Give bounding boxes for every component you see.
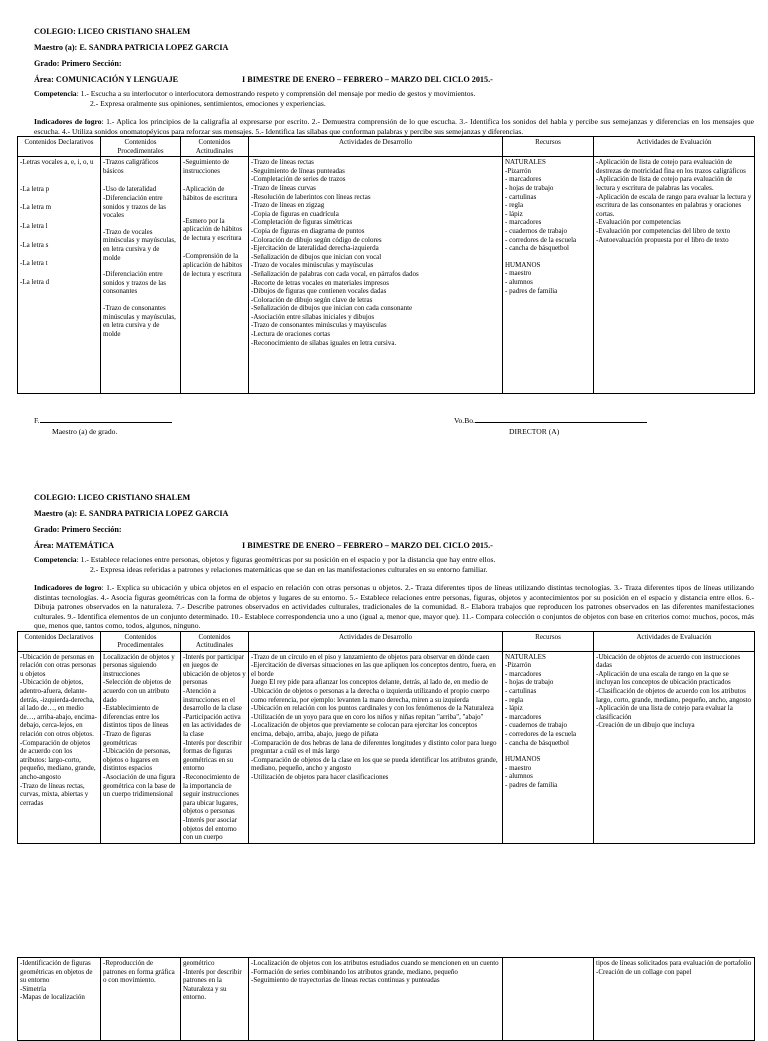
- list-item: -Ejercitación de diversas situaciones en las que apliquen los conceptos dentro, fuera, en el borde: [251, 661, 496, 678]
- list-item: -Interés por participar en juegos de ubicación de objetos y personas: [183, 652, 246, 687]
- list-item: -Aplicación de escala de rango para evaluar la lectura y escritura de las consonantes en palabras y oraciones cortas.: [596, 192, 752, 218]
- list-item: - hojas de trabajo: [505, 678, 554, 687]
- list-item: -Ubicación de objetos de acuerdo con instrucciones dadas: [596, 652, 741, 670]
- planning-table-continuation: [17, 957, 755, 1041]
- grado-value: : Primero Sección:: [56, 59, 122, 68]
- list-item: -Reconocimiento de sílabas iguales en letra cursiva.: [251, 338, 397, 347]
- cell-declarativos: [18, 651, 101, 843]
- competencia-line-2: 2.- Expresa ideas referidas a patrones y relaciones matemáticas que se dan en las manifestaciones culturales en su entorno familiar.: [90, 564, 488, 574]
- header-actividades: Actividades de Desarrollo: [249, 631, 503, 651]
- list-item: - cancha de básquetbol: [505, 244, 569, 253]
- table-row: [18, 651, 755, 843]
- list-item: -Completación de figuras simétricas: [251, 218, 353, 227]
- indicadores-label: Indicadores de logro: [34, 583, 102, 592]
- list-item: -Pizarrón: [505, 661, 532, 670]
- list-item: NATURALES: [505, 158, 546, 167]
- cell-procedimentales: [101, 157, 181, 394]
- list-item: -La letra p: [20, 184, 50, 193]
- cell-procedimentales: [101, 958, 181, 1041]
- competencia-section: [34, 89, 754, 108]
- header-actividades: Actividades de Desarrollo: [249, 137, 503, 157]
- maestro-line: [34, 508, 754, 520]
- list-item: - regla: [505, 695, 524, 704]
- cell-recursos: [503, 958, 594, 1041]
- list-item: -Seguimiento de líneas punteadas: [251, 166, 345, 175]
- indicadores-label: Indicadores de logro: [34, 117, 102, 126]
- list-item: - padres de familia: [505, 286, 558, 295]
- firma-maestro-label: Maestro (a) de grado.: [52, 427, 118, 436]
- list-item: - corredores de la escuela: [505, 730, 577, 739]
- cell-actitudinales: [181, 651, 249, 843]
- list-item: - corredores de la escuela: [505, 235, 577, 244]
- list-item: - marcadores: [505, 218, 542, 227]
- list-item: -Evaluación por competencias: [596, 218, 681, 227]
- list-item: -Señalización de dibujos que inician con vocal: [251, 252, 382, 261]
- list-item: HUMANOS: [505, 260, 541, 269]
- list-item: -Aplicación de lista de cotejo para evaluación de destrezas de motricidad fina en los trazos caligráficos: [596, 158, 746, 175]
- header-evaluacion: Actividades de Evaluación: [594, 137, 755, 157]
- competencia-section: [34, 555, 754, 574]
- colegio-label: COLEGIO: [34, 27, 74, 36]
- list-item: -Reconocimiento de la importancia de seguir instrucciones para ubicar lugares, objetos o personas: [183, 773, 240, 816]
- list-item: -Copia de figuras en diagrama de puntos: [251, 226, 365, 235]
- list-item: tipos de líneas solicitados para evaluación de portafolio: [596, 959, 752, 967]
- area-label: Área: [34, 541, 52, 550]
- list-item: -Trazo de líneas en zigzag: [251, 201, 325, 210]
- list-item: -Atención a instrucciones en el desarrollo de la clase: [183, 687, 242, 713]
- list-item: -Ubicación en relación con los puntos cardinales y con los fenómenos de la Naturaleza: [251, 704, 494, 713]
- list-item: -Trazo de figuras geométricas: [103, 730, 151, 747]
- firma-maestro-line: [40, 422, 172, 423]
- list-item: -Evaluación por competencias del libro de texto: [596, 226, 731, 235]
- list-item: -Trazos caligráficos básicos: [103, 158, 159, 175]
- plan-block-continuation: [17, 957, 755, 1041]
- indicadores-text: : 1.- Explica su ubicación y ubica objetos en el espacio en relación con otras personas u objetos. 2.- Traza diferentes tipos de líneas utilizando distintas tecnologías. 3.- Traza diferentes tipos de líneas utilizando distintas tecnologías. 4.- Asocia figuras geométricas con la forma de objetos y lugares de su entorno. 5.- Establece relaciones entre personas, figuras, objetos y acontecimientos por su posición en el espacio y distancia entre ellos. 6.- Dibuja patrones observados en la naturaleza. 7.- Describe patrones observados en actividades culturales, tradicionales de la comunidad. 8.- Elabora trabajos que reproducen los patrones observados en las diferentes manifestaciones culturales. 9.- Identifica elementos de un conjunto determinado. 10.- Establece correspondencia uno a uno (igual a, menor que, mayor que). 11.- Compara colección o conjuntos de objetos con base en criterios como: muchos, pocos, más que, menos que, tantos como, todos, algunos, ninguno.: [34, 583, 754, 630]
- list-item: - maestro: [505, 763, 532, 772]
- list-item: -Trazo de vocales minúsculas y mayúsculas: [251, 261, 374, 270]
- header-declarativos: Contenidos Declarativos: [18, 137, 101, 157]
- list-item: -Esmero por la aplicación de hábitos de lectura y escritura: [183, 216, 243, 242]
- list-item: - marcadores: [505, 712, 542, 721]
- list-item: -Ubicación de objetos, adentro-afuera, delante-detrás, -izquierda-derecha, al lado de…, en medio de…, arriba-abajo, encima-debajo, cerca-lejos, en relación con otros objetos.: [20, 678, 97, 739]
- cell-declarativos: [18, 958, 101, 1041]
- list-item: -Establecimiento de diferencias entre los distintos tipos de líneas: [103, 704, 169, 730]
- list-item: -Trazo de líneas rectas: [251, 158, 314, 167]
- firma-director-label: DIRECTOR (A): [509, 427, 560, 436]
- cell-actitudinales: [181, 958, 249, 1041]
- list-item: Juego El rey pide para afianzar los conceptos delante, detrás, al lado de, en medio de: [251, 678, 489, 687]
- list-item: -Localización de objetos con los atributos estudiados cuando se mencionen en un cuento: [251, 959, 499, 967]
- list-item: - padres de familia: [505, 781, 558, 789]
- list-item: -Trazo de consonantes minúsculas y mayúsculas, en letra cursiva y de molde: [103, 303, 176, 338]
- cell-declarativos: [18, 157, 101, 394]
- bimestre-label: I BIMESTRE DE ENERO – FEBRERO – MARZO DEL CICLO 2015.-: [242, 541, 493, 550]
- maestro-value: : E. SANDRA PATRICIA LOPEZ GARCIA: [74, 43, 229, 52]
- list-item: -Aplicación de una lista de cotejo para evaluar la clasificación: [596, 704, 733, 721]
- list-item: - lápiz: [505, 209, 523, 218]
- list-item: -Identificación de figuras geométricas en objetos de su entorno: [20, 959, 93, 985]
- list-item: -Coloración de dibujo según código de colores: [251, 235, 382, 244]
- header-actitudinales: Contenidos Actitudinales: [181, 137, 249, 157]
- list-item: -Comparación de dos hebras de lana de diferentes longitudes y distinto color para luego preguntar a cuál es el más largo: [251, 738, 497, 756]
- area-value: : MATEMÁTICA: [51, 541, 114, 550]
- list-item: -Utilización de un yoyo para que en coro los niños y niñas repitan "arriba", "abajo": [251, 712, 484, 721]
- maestro-line: [34, 42, 754, 54]
- area-value: : COMUNICACIÓN Y LENGUAJE: [51, 75, 179, 84]
- cell-evaluacion: [594, 651, 755, 843]
- colegio-line: [34, 26, 754, 38]
- list-item: - lápiz: [505, 704, 523, 713]
- firma-maestro-prefix: F.: [34, 416, 40, 425]
- list-item: -Seguimiento de trayectorias de líneas rectas continuas y punteadas: [251, 976, 440, 985]
- indicadores-section: [34, 117, 754, 136]
- list-item: -Clasificación de objetos de acuerdo con los atributos largo, corto, grande, mediano, pequeño, ancho, angosto: [596, 687, 751, 704]
- planning-table-comunicacion: [17, 136, 755, 394]
- list-item: -Simetría: [20, 984, 47, 993]
- colegio-value: : LICEO CRISTIANO SHALEM: [73, 493, 191, 502]
- list-item: -Pizarrón: [505, 166, 532, 175]
- list-item: - maestro: [505, 269, 532, 278]
- list-item: -Creación de un dibujo que incluya: [596, 721, 695, 730]
- list-item: -Diferenciación entre sonidos y trazos de las consonantes: [103, 270, 166, 296]
- maestro-value: : E. SANDRA PATRICIA LOPEZ GARCIA: [74, 509, 229, 518]
- list-item: -Comprensión de la aplicación de hábitos de lectura y escritura: [183, 252, 243, 278]
- table-row: [18, 958, 755, 1041]
- firma-director-prefix: Vo.Bo.: [454, 416, 475, 425]
- table-row: [18, 157, 755, 394]
- cell-recursos: [503, 651, 594, 843]
- list-item: -Selección de objetos de acuerdo con un atributo dado: [103, 678, 172, 704]
- list-item: - alumnos: [505, 772, 533, 781]
- list-item: Localización de objetos y personas siguiendo instrucciones: [103, 652, 175, 678]
- list-item: - cancha de básquetbol: [505, 738, 569, 747]
- maestro-label: Maestro (a): [34, 43, 75, 52]
- area-label: Área: [34, 75, 52, 84]
- list-item: -La letra l: [20, 221, 48, 230]
- list-item: -Participación activa en las actividades de la clase: [183, 712, 241, 739]
- colegio-value: : LICEO CRISTIANO SHALEM: [73, 27, 191, 36]
- list-item: - marcadores: [505, 669, 542, 678]
- grado-label: Grado: [34, 525, 57, 534]
- list-item: -Interés por describir formas de figuras geométricas en su entorno: [183, 738, 242, 773]
- list-item: -Ubicación de objetos o personas a la derecha o izquierda utilizando el propio cuerpo como referencia, por ejemplo: levanten la mano derecha, miren a su izquierda: [251, 687, 490, 704]
- list-item: - cuadernos de trabajo: [505, 721, 567, 730]
- competencia-label: Competencia: [34, 89, 77, 98]
- colegio-line: [34, 492, 754, 504]
- list-item: -La letra d: [20, 277, 50, 286]
- list-item: -Diferenciación entre sonidos y trazos de las vocales: [103, 193, 166, 220]
- grado-line: [34, 58, 754, 70]
- list-item: -La letra s: [20, 240, 49, 249]
- list-item: -Trazo de vocales minúsculas y mayúsculas, en letra cursiva y de molde: [103, 227, 176, 262]
- list-item: -Asociación entre sílabas iniciales y dibujos: [251, 312, 375, 321]
- list-item: -La letra m: [20, 203, 52, 212]
- list-item: HUMANOS: [505, 755, 541, 764]
- list-item: -Trazo de un círculo en el piso y lanzamiento de objetos para observar en dónde caen: [251, 652, 490, 661]
- plan-block-comunicacion: [20, 26, 754, 394]
- grado-line: [34, 524, 754, 536]
- list-item: -Ubicación de personas, objetos o lugares en distintos espacios: [103, 747, 171, 773]
- cell-actitudinales: [181, 157, 249, 394]
- list-item: -Formación de series combinando los atributos grande, mediano, pequeño: [251, 967, 458, 976]
- list-item: NATURALES: [505, 652, 546, 661]
- grado-label: Grado: [34, 59, 57, 68]
- bimestre-label: I BIMESTRE DE ENERO – FEBRERO – MARZO DEL CICLO 2015.-: [242, 75, 493, 84]
- list-item: -Reproducción de patrones en forma gráfica o con movimiento.: [103, 959, 175, 985]
- list-item: -Mapas de localización: [20, 993, 85, 1002]
- list-item: -Ubicación de personas en relación con otras personas u objetos: [20, 652, 96, 678]
- list-item: -Señalización de dibujos que inician con cada consonante: [251, 304, 413, 313]
- list-item: -Letras vocales a, e, i, o, u: [20, 158, 94, 167]
- cell-recursos: [503, 157, 594, 394]
- firma-director: [454, 416, 647, 426]
- list-item: -Creación de un collage con papel: [596, 967, 692, 976]
- firma-maestro: [34, 416, 172, 426]
- list-item: -Ejercitación de lateralidad derecha-izquierda: [251, 244, 379, 253]
- list-item: -Interés por describir patrones en la Naturaleza y su entorno.: [183, 967, 242, 1002]
- cell-procedimentales: [101, 651, 181, 843]
- maestro-label: Maestro (a): [34, 509, 75, 518]
- list-item: -Lectura de oraciones cortas: [251, 330, 331, 339]
- list-item: -Copia de figuras en cuadrícula: [251, 209, 339, 218]
- list-item: - cuadernos de trabajo: [505, 226, 567, 235]
- table-header-row: [18, 631, 755, 651]
- list-item: -Autoevaluación propuesta por el libro de texto: [596, 235, 729, 244]
- competencia-label: Competencia: [34, 555, 77, 564]
- list-item: -Asociación de una figura geométrica con la base de un cuerpo tridimensional: [103, 773, 176, 799]
- list-item: - marcadores: [505, 175, 542, 184]
- area-line: [34, 540, 754, 552]
- header-actitudinales: Contenidos Actitudinales: [181, 631, 249, 651]
- list-item: -Trazo de consonantes minúsculas y mayúsculas: [251, 321, 387, 330]
- list-item: -Utilización de objetos para hacer clasificaciones: [251, 773, 389, 781]
- list-item: -Coloración de dibujo según clave de letras: [251, 295, 373, 304]
- cell-evaluacion: [594, 157, 755, 394]
- area-line: [34, 74, 754, 86]
- competencia-line-2: 2.- Expresa oralmente sus opiniones, sentimientos, emociones y experiencias.: [90, 98, 326, 108]
- header-recursos: Recursos: [503, 631, 594, 651]
- list-item: -Localización de objetos que previamente se colocan para ejercitar los conceptos encima, debajo, arriba, abajo, juego de piñata: [251, 721, 478, 739]
- cell-evaluacion: [594, 958, 755, 1041]
- list-item: -Recorte de letras vocales en materiales impresos: [251, 278, 389, 287]
- list-item: -La letra t: [20, 259, 48, 268]
- header-procedimentales: Contenidos Procedimentales: [101, 631, 181, 651]
- indicadores-text: : 1.- Aplica los principios de la caligrafía al expresarse por escrito. 2.- Demuestra comprensión de lo que escucha. 3.- Identifica los sonidos del habla y percibe sus semejanzas y diferencias en los mensajes que escucha. 4.- Utiliza sonidos onomatopéyicos para reforzar sus mensajes. 5.- Identifica las sílabas que conforman palabras y percibe sus semejanzas y diferencias.: [34, 117, 754, 136]
- planning-table-matematica: [17, 631, 755, 844]
- list-item: -Resolución de laberintos con líneas rectas: [251, 192, 371, 201]
- list-item: -Dibujos de figuras que contienen vocales dadas: [251, 287, 387, 296]
- grado-value: : Primero Sección:: [56, 525, 122, 534]
- header-declarativos: Contenidos Declarativos: [18, 631, 101, 651]
- list-item: geométrico: [183, 959, 215, 967]
- list-item: -Trazo de líneas curvas: [251, 183, 316, 192]
- header-procedimentales: Contenidos Procedimentales: [101, 137, 181, 157]
- colegio-label: COLEGIO: [34, 493, 74, 502]
- list-item: -Comparación de objetos de la clase en los que se pueda identificar los atributos grande, mediano, pequeño, ancho y angosto: [251, 755, 498, 773]
- list-item: -Aplicación de lista de cotejo para evaluación de lectura y escritura de palabras las vocales.: [596, 175, 733, 192]
- list-item: -Señalización de palabras con cada vocal, en párrafos dados: [251, 269, 419, 278]
- cell-actividades: [249, 651, 503, 843]
- list-item: - cartulinas: [505, 192, 537, 201]
- header-recursos: Recursos: [503, 137, 594, 157]
- list-item: -Interés por asociar objetos del entorno con un cuerpo: [183, 815, 238, 842]
- indicadores-section: [34, 583, 754, 631]
- list-item: - cartulinas: [505, 687, 537, 696]
- list-item: -Trazo de líneas rectas, curvas, mixta, abiertas y cerradas: [20, 781, 89, 807]
- cell-actividades: [249, 958, 503, 1041]
- competencia-line-1: : 1.- Establece relaciones entre personas, objetos y figuras geométricas por su posición en el espacio y por la distancia que hay entre ellos.: [76, 555, 496, 564]
- firma-director-line: [475, 422, 647, 423]
- list-item: -Comparación de objetos de acuerdo con los atributos: largo-corto, pequeño, mediano, grande, ancho-angosto: [20, 738, 96, 781]
- list-item: - hojas de trabajo: [505, 183, 554, 192]
- list-item: - regla: [505, 201, 524, 210]
- list-item: -Completación de series de trazos: [251, 175, 346, 184]
- list-item: -Aplicación de hábitos de escritura: [183, 185, 238, 202]
- plan-block-matematica: [20, 492, 754, 844]
- list-item: -Uso de lateralidad: [103, 185, 157, 194]
- list-item: -Aplicación de una escala de rango en la que se incluyan los conceptos de ubicación practicados: [596, 669, 731, 687]
- competencia-line-1: : 1.- Escucha a su interlocutor o interlocutora demostrando respeto y comprensión del mensaje por medio de gestos y movimientos.: [76, 89, 476, 98]
- table-header-row: [18, 137, 755, 157]
- list-item: -Seguimiento de instrucciones: [183, 158, 230, 175]
- list-item: - alumnos: [505, 277, 533, 286]
- header-evaluacion: Actividades de Evaluación: [594, 631, 755, 651]
- cell-actividades: [249, 157, 503, 394]
